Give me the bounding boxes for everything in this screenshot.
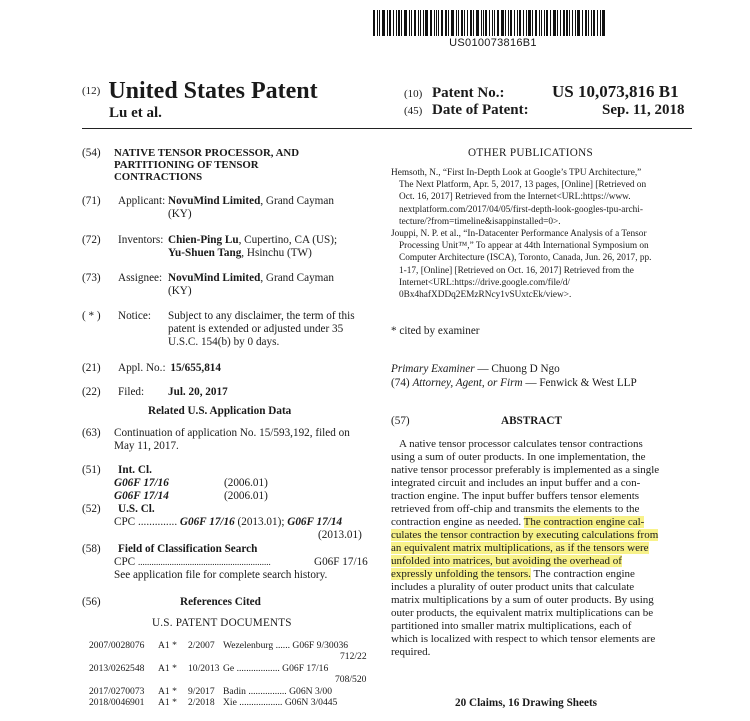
barcode-bar — [456, 10, 457, 36]
assignee-country: (KY) — [168, 285, 192, 298]
code-54: (54) — [82, 147, 101, 159]
barcode-bar — [418, 10, 419, 36]
code-51: (51) — [82, 464, 101, 476]
abstract-line: includes a plurality of outer product units that calculate — [391, 581, 635, 593]
pub-line: 1-17, [Online] [Retrieved on Oct. 16, 2017] Retrieved from the — [399, 265, 634, 276]
ref-name: Wezelenburg — [223, 640, 274, 651]
code-71: (71) — [82, 195, 101, 207]
abstract-line — [391, 542, 693, 555]
abstract-line: required. — [391, 646, 431, 658]
field-56 — [82, 596, 118, 609]
table-row — [89, 664, 328, 675]
barcode-bar — [451, 10, 454, 36]
barcode-bar — [393, 10, 394, 36]
barcode-bar — [438, 10, 439, 36]
inventors-short: Lu et al. — [109, 105, 162, 121]
barcode-bar — [517, 10, 518, 36]
pub-line: Jouppi, N. P. et al., “In-Datacenter Performance Analysis of a Tensor — [391, 229, 647, 240]
intcl-year: (2006.01) — [224, 490, 268, 503]
ref-number: 2017/0270073 — [89, 686, 145, 697]
field-cpc-dots: ........................................................... — [137, 557, 271, 567]
barcode-bar — [501, 10, 504, 36]
ref-dots: ................ — [248, 686, 287, 697]
barcode-bar — [401, 10, 402, 36]
ref-class: G06F 9/30036 — [292, 640, 349, 651]
barcode-bar — [481, 10, 482, 36]
barcode-bar — [389, 10, 391, 36]
ref-class: G06F 17/16 — [282, 663, 329, 674]
abstract-text: The contraction engine — [530, 568, 635, 580]
date-label: Date of Patent: — [432, 102, 529, 118]
applicant-location: , Grand Cayman — [260, 195, 334, 207]
abstract-line — [391, 516, 693, 529]
patent-title: United States Patent — [108, 78, 318, 104]
filed-date: Jul. 20, 2017 — [168, 386, 228, 398]
cpc-dots: .............. — [137, 516, 178, 528]
code-72: (72) — [82, 234, 101, 246]
barcode-bar — [600, 10, 601, 36]
field-58 — [82, 543, 257, 556]
barcode-bar — [436, 10, 437, 36]
barcode-bar — [485, 10, 487, 36]
abstract-line: A native tensor processor calculates tensor contractions — [399, 438, 643, 450]
appl-label: Appl. No.: — [118, 362, 166, 374]
barcode-bar — [550, 10, 551, 36]
barcode-bar — [602, 10, 605, 36]
barcode-bar — [382, 10, 385, 36]
barcode-bar — [467, 10, 468, 36]
ref-dots: ...... — [275, 640, 290, 651]
barcode-bar — [489, 10, 490, 36]
barcode-bar — [473, 10, 474, 36]
pub-line: The Next Platform, Apr. 5, 2017, 13 pages, [Online] [Retrieved on — [399, 180, 647, 191]
pub-line: Internet<URL:https://drive.google.com/file/d/ — [399, 277, 571, 288]
abstract-line: retrieved from off-chip and transmits the elements to the — [391, 503, 640, 515]
patent-no-code: (10) — [404, 88, 423, 100]
table-row — [89, 687, 332, 698]
uscl-cpc — [114, 516, 342, 529]
abstract-text: contraction engine as needed. — [391, 516, 524, 528]
field-51 — [82, 464, 152, 477]
table-row — [89, 698, 337, 709]
barcode-bar — [458, 10, 459, 36]
field-71 — [82, 195, 165, 208]
attorney-name: — Fenwick & West LLP — [522, 377, 637, 389]
field-cpc-value: G06F 17/16 — [314, 556, 368, 568]
abstract-line: traction engine. The input buffer buffers tensor elements — [391, 490, 640, 502]
pub-line: 0Bx4hafXDDq2EMzRNcy1vSUxtcEk/view>. — [399, 290, 572, 301]
pub-line: tecture/?from=timeline&isappinstalled=0>. — [399, 216, 561, 227]
ref-number: 2013/0262548 — [89, 663, 145, 674]
primary-examiner-name: — Chuong D Ngo — [474, 363, 560, 375]
ref-dots: .................. — [236, 663, 280, 674]
barcode-bar — [470, 10, 472, 36]
ref-date: 10/2013 — [188, 663, 220, 674]
ref-subclass: 712/22 — [340, 651, 367, 662]
barcode-bar — [430, 10, 432, 36]
inventor-1-location: , Cupertino, CA (US); — [238, 234, 338, 246]
code-57: (57) — [391, 415, 410, 427]
inventors-label: Inventors: — [118, 234, 164, 246]
inventor-2-location: , Hsinchu (TW) — [241, 247, 312, 260]
invention-title-line: NATIVE TENSOR PROCESSOR, AND — [114, 147, 299, 159]
pub-line: nextplatform.com/2017/04/05/first-depth-look-googles-tpu-archi- — [399, 204, 643, 215]
barcode-bars — [373, 10, 613, 36]
highlighted-text: expressly unfolding the tensors. — [391, 568, 531, 580]
code-58: (58) — [82, 543, 101, 555]
barcode-bar — [505, 10, 506, 36]
ref-number: 2018/0046901 — [89, 697, 145, 708]
header-left — [82, 78, 318, 122]
barcode-bar — [434, 10, 435, 36]
barcode-bar — [373, 10, 375, 36]
filed-label: Filed: — [118, 386, 145, 398]
barcode-bar — [404, 10, 407, 36]
continuation-value — [114, 427, 350, 453]
barcode-bar — [526, 10, 527, 36]
attorney-label: Attorney, Agent, or Firm — [412, 377, 523, 389]
other-pubs-list — [391, 167, 693, 301]
field-21 — [82, 362, 221, 375]
ref-date: 2/2007 — [188, 640, 215, 651]
field-63 — [82, 427, 118, 440]
code-56: (56) — [82, 596, 101, 608]
field-73 — [82, 272, 162, 285]
code-22: (22) — [82, 386, 101, 398]
barcode-bar — [532, 10, 533, 36]
abstract-line: partitioned into smaller matrix multiplications, each of — [391, 620, 632, 632]
barcode-bar — [557, 10, 558, 36]
barcode-bar — [593, 10, 595, 36]
primary-examiner-label: Primary Examiner — [391, 363, 475, 375]
inventor-1-name: Chien-Ping Lu — [168, 234, 239, 246]
barcode-bar — [387, 10, 388, 36]
field-notice — [82, 310, 151, 323]
barcode-bar — [377, 10, 378, 36]
table-row — [89, 641, 348, 652]
barcode-bar — [523, 10, 524, 36]
barcode-bar — [585, 10, 587, 36]
barcode-bar — [508, 10, 509, 36]
other-pubs-heading: OTHER PUBLICATIONS — [468, 147, 594, 159]
continuation-line: Continuation of application No. 15/593,192, filed on — [114, 427, 350, 439]
barcode-bar — [423, 10, 424, 36]
ref-name: Xie — [223, 697, 237, 708]
abstract-line — [391, 529, 693, 542]
header-divider — [82, 128, 692, 129]
ref-name: Ge — [223, 663, 235, 674]
continuation-line: May 11, 2017. — [114, 440, 179, 453]
barcode-bar — [572, 10, 573, 36]
barcode-bar — [591, 10, 592, 36]
barcode-bar — [441, 10, 443, 36]
cpc-code: G06F 17/14 — [287, 516, 343, 528]
ref-class: G06N 3/0445 — [284, 697, 338, 708]
barcode-bar — [563, 10, 565, 36]
barcode-bar — [546, 10, 548, 36]
barcode-bar — [497, 10, 499, 36]
cited-note: * cited by examiner — [391, 325, 480, 337]
barcode-bar — [448, 10, 449, 36]
barcode-bar — [379, 10, 380, 36]
field-54 — [82, 147, 118, 160]
barcode-bar — [553, 10, 556, 36]
barcode-bar — [411, 10, 412, 36]
primary-examiner — [391, 363, 560, 376]
barcode-bar — [514, 10, 515, 36]
barcode-bar — [539, 10, 540, 36]
ref-kind: A1 * — [158, 697, 177, 708]
barcode-bar — [425, 10, 428, 36]
code-73: (73) — [82, 272, 101, 284]
inventors-value — [168, 234, 337, 260]
ref-kind: A1 * — [158, 686, 177, 697]
barcode-bar — [510, 10, 512, 36]
notice-value — [168, 310, 374, 350]
cpc-label: CPC — [114, 516, 136, 528]
cpc-code: G06F 17/16 — [179, 516, 235, 528]
barcode-bar — [582, 10, 583, 36]
ref-dots: .................. — [239, 697, 283, 708]
appl-number: 15/655,814 — [170, 362, 221, 374]
abstract-heading: ABSTRACT — [501, 415, 562, 427]
ref-subclass: 708/520 — [335, 674, 367, 685]
abstract-line: native tensor processor preferably is implemented as a single — [391, 464, 660, 476]
code-63: (63) — [82, 427, 101, 439]
barcode-bar — [483, 10, 484, 36]
field-cpc-label: CPC — [114, 556, 136, 568]
barcode-bar — [519, 10, 521, 36]
highlighted-text: culates the tensor contraction by executing calculations from — [391, 529, 659, 541]
field-note: See application file for complete search history. — [114, 569, 328, 581]
barcode — [373, 10, 613, 49]
barcode-bar — [566, 10, 568, 36]
barcode-bar — [597, 10, 598, 36]
highlighted-text: unfolded into matrices, but avoiding the overhead of — [391, 555, 622, 567]
ref-date: 2/2018 — [188, 697, 215, 708]
intcl-label: Int. Cl. — [118, 464, 152, 476]
notice-line: U.S.C. 154(b) by 0 days. — [168, 336, 280, 349]
code-52: (52) — [82, 503, 101, 515]
barcode-bar — [569, 10, 570, 36]
code-notice: ( * ) — [82, 310, 101, 322]
abstract-line: matrix multiplications by a sum of outer products. By using — [391, 594, 654, 606]
ref-class: G06N 3/00 — [289, 686, 333, 697]
abstract-line — [391, 555, 693, 568]
barcode-bar — [396, 10, 397, 36]
ref-kind: A1 * — [158, 640, 177, 651]
abstract-body — [391, 438, 693, 659]
barcode-bar — [588, 10, 589, 36]
applicant-name: NovuMind Limited — [168, 195, 261, 207]
ref-number: 2007/0028076 — [89, 640, 145, 651]
barcode-bar — [461, 10, 463, 36]
related-heading: Related U.S. Application Data — [148, 405, 292, 417]
cpc-year-2: (2013.01) — [318, 529, 362, 541]
intcl-year: (2006.01) — [224, 477, 268, 489]
date-code: (45) — [404, 105, 423, 117]
barcode-bar — [560, 10, 561, 36]
highlighted-text: The contraction engine cal- — [523, 516, 645, 528]
intcl-code: G06F 17/14 — [114, 490, 169, 503]
barcode-bar — [494, 10, 495, 36]
field-72 — [82, 234, 163, 247]
abstract-line: which is localized with respect to which tensor elements are — [391, 633, 656, 645]
barcode-bar — [476, 10, 479, 36]
barcode-bar — [544, 10, 545, 36]
abstract-line: integrated circuit and includes an input buffer and a con- — [391, 477, 641, 489]
abstract-line: outer products, the equivalent matrix multiplications can be — [391, 607, 654, 619]
cpc-year: (2013.01); — [234, 516, 288, 528]
applicant-label: Applicant: — [118, 195, 166, 207]
applicant-value — [168, 195, 334, 221]
barcode-bar — [528, 10, 531, 36]
header-right — [404, 82, 694, 122]
notice-line: patent is extended or adjusted under 35 — [168, 323, 344, 336]
assignee-location: , Grand Cayman — [260, 272, 334, 284]
attorney — [391, 377, 637, 390]
notice-line: Subject to any disclaimer, the term of this — [168, 310, 355, 322]
highlighted-text: an equivalent matrix multiplications, as if the tensors were — [391, 542, 649, 554]
barcode-bar — [575, 10, 576, 36]
code-74: (74) — [391, 377, 410, 389]
assignee-value — [168, 272, 334, 298]
barcode-bar — [409, 10, 410, 36]
applicant-country: (KY) — [168, 208, 192, 221]
pub-line: Processing Unit™,” To appear at 44th International Symposium on — [399, 241, 649, 252]
pub-line: Oct. 16, 2017] Retrieved from the Internet<URL:https://www. — [399, 192, 631, 203]
invention-title — [114, 147, 299, 183]
assignee-label: Assignee: — [118, 272, 163, 284]
abstract-line — [391, 568, 693, 581]
field-52 — [82, 503, 155, 516]
barcode-bar — [398, 10, 400, 36]
patent-date: Sep. 11, 2018 — [602, 102, 685, 118]
invention-title-line: PARTITIONING OF TENSOR — [114, 159, 259, 171]
refs-heading: References Cited — [180, 596, 261, 608]
intcl-rows — [114, 477, 268, 503]
barcode-bar — [535, 10, 537, 36]
barcode-bar — [577, 10, 580, 36]
ref-kind: A1 * — [158, 663, 177, 674]
barcode-bar — [541, 10, 542, 36]
field-22 — [82, 386, 228, 399]
barcode-number: US010073816B1 — [449, 37, 537, 49]
barcode-bar — [492, 10, 493, 36]
uscl-label: U.S. Cl. — [118, 503, 155, 515]
abstract-line: using a sum of outer products. In one implementation, the — [391, 451, 646, 463]
field-search-label: Field of Classification Search — [118, 543, 258, 555]
barcode-bar — [445, 10, 447, 36]
notice-label: Notice: — [118, 310, 151, 322]
barcode-bar — [420, 10, 421, 36]
pub-line: Computer Architecture (ISCA), Toronto, Canada, Jun. 26, 2017, pp. — [399, 253, 652, 264]
code-21: (21) — [82, 362, 101, 374]
intcl-code: G06F 17/16 — [114, 477, 169, 489]
patent-docs-heading: U.S. PATENT DOCUMENTS — [152, 617, 292, 629]
ref-name: Badin — [223, 686, 246, 697]
claims-line: 20 Claims, 16 Drawing Sheets — [455, 697, 598, 709]
ref-date: 9/2017 — [188, 686, 215, 697]
patent-no-label: Patent No.: — [432, 85, 505, 101]
inventor-2-name: Yu-Shuen Tang — [168, 247, 242, 260]
invention-title-line: CONTRACTIONS — [114, 171, 203, 183]
header-code-12: (12) — [82, 85, 101, 97]
barcode-bar — [414, 10, 416, 36]
barcode-bar — [464, 10, 465, 36]
patent-number: US 10,073,816 B1 — [552, 82, 679, 101]
assignee-name: NovuMind Limited — [168, 272, 261, 284]
pub-line: Hemsoth, N., “First In-Depth Look at Google’s TPU Architecture,” — [391, 168, 642, 178]
